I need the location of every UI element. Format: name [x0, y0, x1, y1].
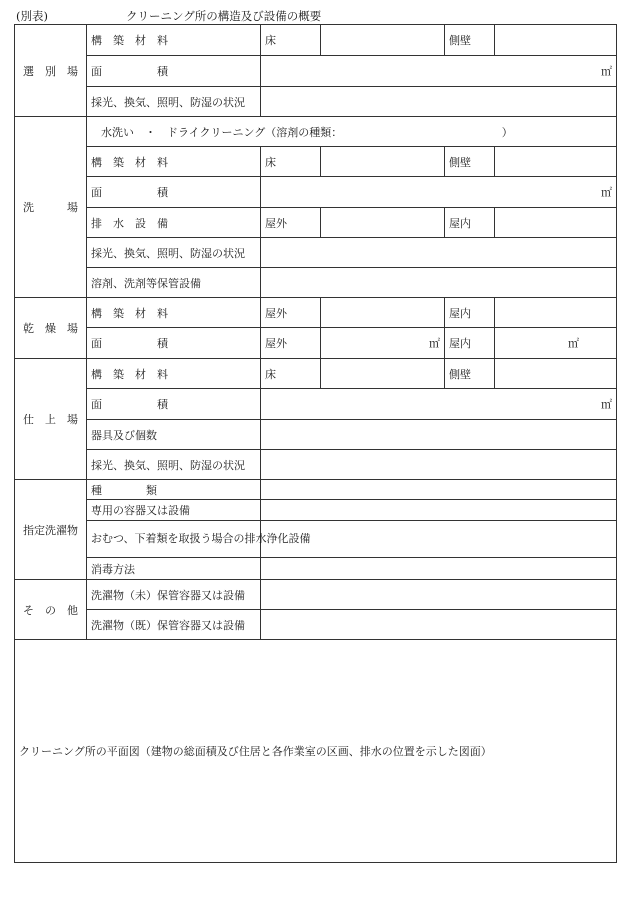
label-area: 面 積: [87, 389, 261, 420]
label-building-material: 構 築 材 料: [87, 147, 261, 177]
solvent-storage-field[interactable]: [261, 268, 617, 298]
section-designated: 指定洗濯物: [15, 480, 87, 580]
washed-storage-field[interactable]: [261, 610, 617, 640]
form-header: [16, 6, 616, 24]
drying-area-row: [15, 328, 617, 359]
floor-plan-area[interactable]: [15, 640, 617, 863]
unit-sqm: ㎡: [601, 65, 612, 78]
wash-type-field[interactable]: 水洗い ・ ドライクリーニング（溶剤の種類： ）: [87, 117, 617, 147]
finishing-area-field[interactable]: [261, 389, 617, 420]
form-title: クリーニング所の構造及び設備の概要: [126, 9, 322, 23]
washing-material-row: [15, 147, 617, 177]
section-other: そ の 他: [15, 580, 87, 640]
washing-wall-field[interactable]: [495, 147, 617, 177]
sorting-lighting-row: [15, 87, 617, 117]
washing-area-field[interactable]: [261, 177, 617, 208]
sorting-material-row: [15, 25, 617, 56]
other-unwashed-row: [15, 580, 617, 610]
unit-sqm: ㎡: [601, 186, 612, 199]
section-finishing: 仕 上 場: [15, 359, 87, 480]
finishing-equipment-row: [15, 420, 617, 450]
dedicated-container-field[interactable]: [261, 500, 617, 521]
drying-indoor-material-field[interactable]: [495, 298, 617, 328]
annex-tag: (別表): [16, 9, 48, 23]
label-building-material: 構 築 材 料: [87, 298, 261, 328]
facility-overview-table: [14, 24, 617, 863]
unwashed-storage-field[interactable]: [261, 580, 617, 610]
label-kind: 種 類: [87, 480, 261, 500]
finishing-floor-field[interactable]: [321, 359, 445, 389]
disinfection-field[interactable]: [261, 558, 617, 580]
label-outdoor: 屋外: [261, 328, 321, 359]
finishing-area-row: [15, 389, 617, 420]
washing-type-row: [15, 117, 617, 147]
floor-plan-row: [15, 640, 617, 863]
label-washed-storage: 洗濯物（既）保管容器又は設備: [87, 610, 261, 640]
label-lighting: 採光、換気、照明、防湿の状況: [87, 238, 261, 268]
sorting-lighting-field[interactable]: [261, 87, 617, 117]
label-lighting: 採光、換気、照明、防湿の状況: [87, 450, 261, 480]
label-side-wall: 側壁: [445, 25, 495, 56]
label-lighting: 採光、換気、照明、防湿の状況: [87, 87, 261, 117]
sorting-wall-field[interactable]: [495, 25, 617, 56]
label-indoor: 屋内: [445, 208, 495, 238]
label-side-wall: 側壁: [445, 147, 495, 177]
drying-material-row: [15, 298, 617, 328]
washing-lighting-row: [15, 238, 617, 268]
sorting-area-row: [15, 56, 617, 87]
other-washed-row: [15, 610, 617, 640]
label-solvent-storage: 溶剤、洗剤等保管設備: [87, 268, 261, 298]
washing-area-row: [15, 177, 617, 208]
washing-drainage-row: [15, 208, 617, 238]
floor-plan-caption: クリーニング所の平面図（建物の総面積及び住居と各作業室の区画、排水の位置を示した図面）: [19, 745, 492, 758]
label-indoor: 屋内: [445, 328, 495, 359]
label-building-material: 構 築 材 料: [87, 359, 261, 389]
diaper-drainage-field[interactable]: [261, 521, 617, 558]
unit-sqm: ㎡: [601, 398, 612, 411]
section-sorting: 選 別 場: [15, 25, 87, 117]
finishing-material-row: [15, 359, 617, 389]
designated-container-row: [15, 500, 617, 521]
designated-disinfection-row: [15, 558, 617, 580]
label-floor: 床: [261, 359, 321, 389]
section-drying: 乾 燥 場: [15, 298, 87, 359]
unit-sqm: ㎡: [568, 337, 579, 350]
finishing-equipment-field[interactable]: [261, 420, 617, 450]
finishing-wall-field[interactable]: [495, 359, 617, 389]
sorting-area-field[interactable]: [261, 56, 617, 87]
label-disinfection: 消毒方法: [87, 558, 261, 580]
drainage-indoor-field[interactable]: [495, 208, 617, 238]
label-indoor: 屋内: [445, 298, 495, 328]
label-side-wall: 側壁: [445, 359, 495, 389]
washing-solvent-row: [15, 268, 617, 298]
label-building-material: 構 築 材 料: [87, 25, 261, 56]
label-area: 面 積: [87, 328, 261, 359]
label-floor: 床: [261, 25, 321, 56]
label-dedicated-container: 専用の容器又は設備: [87, 500, 261, 521]
label-equipment: 器具及び個数: [87, 420, 261, 450]
label-unwashed-storage: 洗濯物（未）保管容器又は設備: [87, 580, 261, 610]
finishing-lighting-field[interactable]: [261, 450, 617, 480]
designated-kind-field[interactable]: [261, 480, 617, 500]
drying-indoor-area-field[interactable]: [495, 328, 617, 359]
drainage-outdoor-field[interactable]: [321, 208, 445, 238]
label-outdoor: 屋外: [261, 208, 321, 238]
label-area: 面 積: [87, 56, 261, 87]
designated-kind-row: [15, 480, 617, 500]
sorting-floor-field[interactable]: [321, 25, 445, 56]
label-diaper: おむつ、下着類を取扱う場合の排水浄化設備: [87, 521, 261, 558]
finishing-lighting-row: [15, 450, 617, 480]
washing-lighting-field[interactable]: [261, 238, 617, 268]
unit-sqm: ㎡: [429, 337, 440, 350]
label-area: 面 積: [87, 177, 261, 208]
label-floor: 床: [261, 147, 321, 177]
drying-outdoor-area-field[interactable]: [321, 328, 445, 359]
label-drainage: 排 水 設 備: [87, 208, 261, 238]
designated-diaper-row: [15, 521, 617, 558]
drying-outdoor-material-field[interactable]: [321, 298, 445, 328]
label-outdoor: 屋外: [261, 298, 321, 328]
washing-floor-field[interactable]: [321, 147, 445, 177]
section-washing: 洗 場: [15, 117, 87, 298]
